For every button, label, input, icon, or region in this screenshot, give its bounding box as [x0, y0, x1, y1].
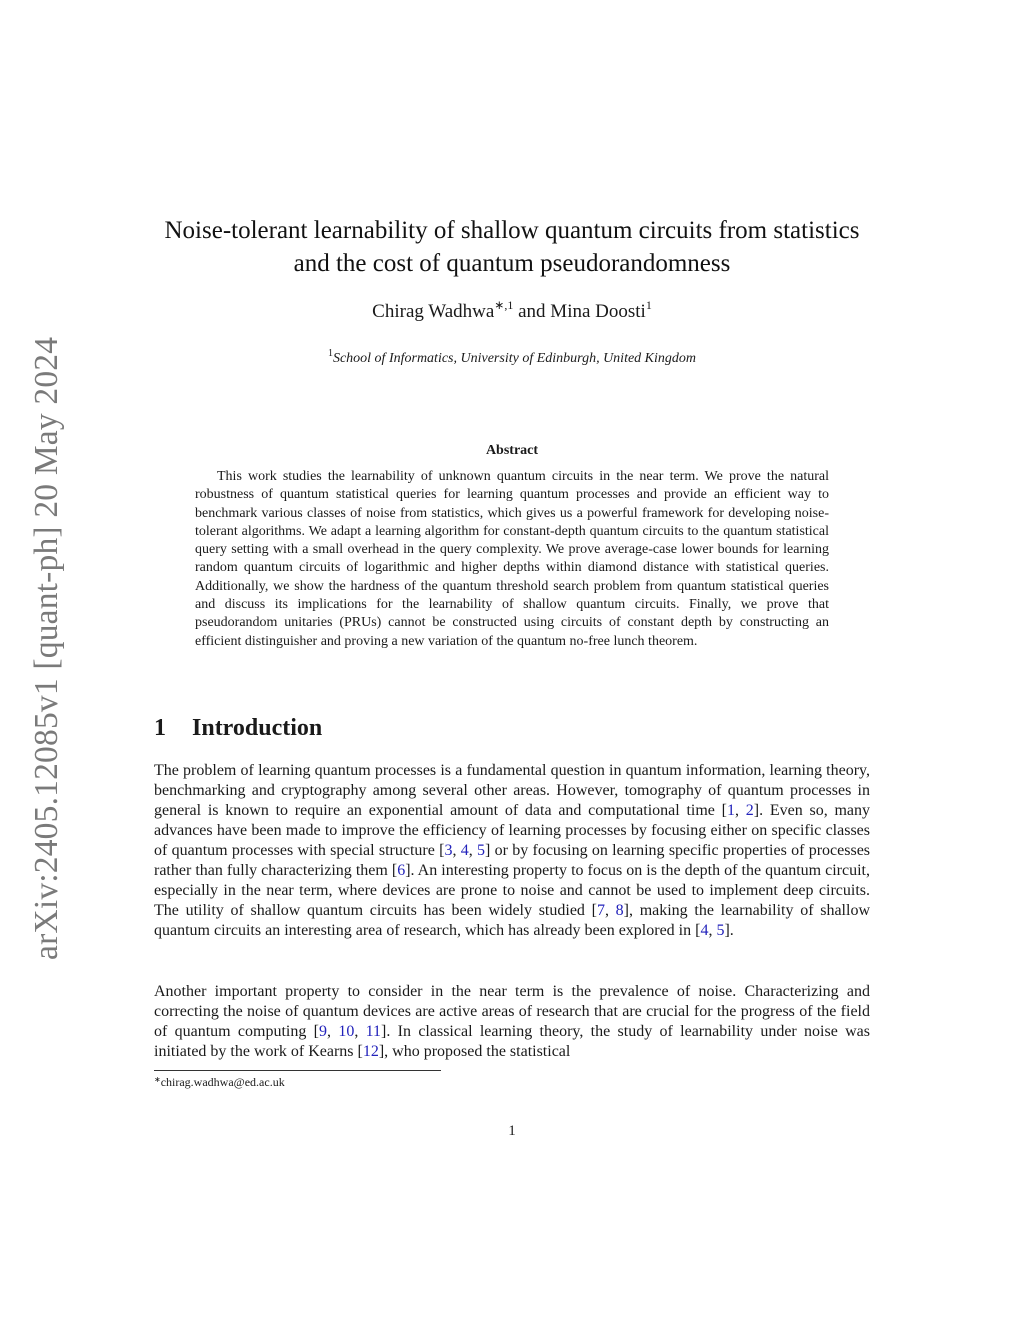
- paper-title: [140, 214, 884, 280]
- paragraph-text: ]. Even so, many advances have been made to improve the efficiency of learning processes by focusing either on specific classes of quantum processes with special structure [: [154, 802, 871, 859]
- affiliation: [140, 348, 884, 367]
- citation-link[interactable]: 10: [338, 1023, 355, 1040]
- paragraph-text: ] or by focusing on learning specific properties of processes rather than fully characterizing them [: [154, 842, 871, 879]
- citation-link[interactable]: 4: [460, 842, 469, 859]
- section-number: 1: [154, 715, 166, 741]
- abstract-body: This work studies the learnability of unknown quantum circuits in the near term. We prove the natural robustness of quantum statistical queries for learning quantum processes and provide an efficient way to benchmark various classes of noise from statistics, which gives us a powerful framework for developing noise-tolerant algorithms. We adapt a learning algorithm for constant-depth quantum circuits to the quantum statistical query setting with a small overhead in the query complexity. We prove average-case lower bounds for learning random quantum circuits of logarithmic and higher depths within diamond distance with statistical queries. Additionally, we show the hardness of the quantum threshold search problem from quantum statistical queries and discuss its implications for the learnability of shallow quantum circuits. Finally, we prove that pseudorandom unitaries (PRUs) cannot be constructed using circuits of constant depth by constructing an efficient distinguisher and proving a new variation of the quantum no-free lunch theorem.: [195, 469, 829, 649]
- author-affiliation-marks: ∗,1: [494, 298, 514, 312]
- section-heading: [154, 715, 322, 742]
- citation-link[interactable]: 11: [365, 1023, 382, 1040]
- abstract-heading: Abstract: [485, 443, 539, 458]
- citation-link[interactable]: 2: [745, 802, 754, 819]
- citation-link[interactable]: 5: [477, 842, 486, 859]
- affiliation-mark: 1: [327, 348, 333, 359]
- author-name: Mina Doosti: [550, 301, 646, 322]
- footnote-email: chirag.wadhwa@ed.ac.uk: [160, 1075, 285, 1089]
- paragraph-text: Another important property to consider in the near term is the prevalence of noise. Characterizing and correcting the noise of quantum devices are active areas of research that are crucial for the progress of the field of quantum computing [: [154, 983, 870, 1040]
- paper-title-line-2: and the cost of quantum pseudorandomness: [293, 250, 731, 277]
- citation-link[interactable]: 7: [596, 902, 605, 919]
- page-number: 1: [508, 1123, 516, 1139]
- citation-link[interactable]: 5: [716, 922, 725, 939]
- author-list: [140, 298, 884, 323]
- affiliation-text: School of Informatics, University of Edinburgh, United Kingdom: [332, 351, 697, 366]
- author-connector: and: [513, 301, 551, 322]
- paragraph-text: The problem of learning quantum processes is a fundamental question in quantum information, learning theory, benchmarking and cryptography among several other areas. However, tomography of quantum processes in general is known to require an exponential amount of data and computational time [: [154, 762, 870, 819]
- paragraph-text: ], who proposed the statistical: [378, 1043, 571, 1060]
- paragraph-text: ,: [604, 902, 616, 919]
- citation-link[interactable]: 6: [397, 862, 406, 879]
- body-paragraph: [154, 761, 870, 941]
- paragraph-text: ].: [724, 922, 734, 939]
- citation-link[interactable]: 1: [727, 802, 735, 819]
- arxiv-identifier-text: arXiv:2405.12085v1 [quant-ph] 20 May 2024: [28, 336, 65, 960]
- citation-link[interactable]: 12: [362, 1043, 379, 1060]
- citation-link[interactable]: 4: [700, 922, 709, 939]
- citation-link[interactable]: 3: [444, 842, 453, 859]
- section-title: Introduction: [192, 715, 323, 741]
- body-paragraph: [154, 982, 870, 1062]
- paragraph-text: ,: [708, 922, 717, 939]
- paragraph-text: ,: [452, 842, 461, 859]
- paragraph-text: ]. In classical learning theory, the study of learnability under noise was initiated by the work of Kearns [: [154, 1023, 871, 1060]
- footnote-divider: [154, 1070, 441, 1071]
- footnote: [154, 1075, 285, 1090]
- citation-link[interactable]: 9: [319, 1023, 328, 1040]
- author-affiliation-marks: 1: [645, 298, 652, 312]
- arxiv-identifier-stamp: [26, 330, 68, 960]
- paragraph-text: ,: [468, 842, 478, 859]
- paragraph-text: ,: [735, 802, 746, 819]
- author-name: Chirag Wadhwa: [372, 301, 495, 322]
- paragraph-text: ]. An interesting property to focus on is the depth of the quantum circuit, especially in the near term, where devices are prone to noise and cannot be used to implement deep circuits. The utility of shallow quantum circuits has been widely studied [: [154, 862, 871, 919]
- paragraph-text: ,: [327, 1023, 339, 1040]
- paper-title-line-1: Noise-tolerant learnability of shallow quantum circuits from statistics: [164, 217, 860, 244]
- footnote-mark: ∗: [154, 1075, 161, 1084]
- paragraph-text: ], making the learnability of shallow quantum circuits an interesting area of research, which has already been explored in [: [154, 902, 870, 939]
- paragraph-text: ,: [354, 1023, 366, 1040]
- citation-link[interactable]: 8: [615, 902, 624, 919]
